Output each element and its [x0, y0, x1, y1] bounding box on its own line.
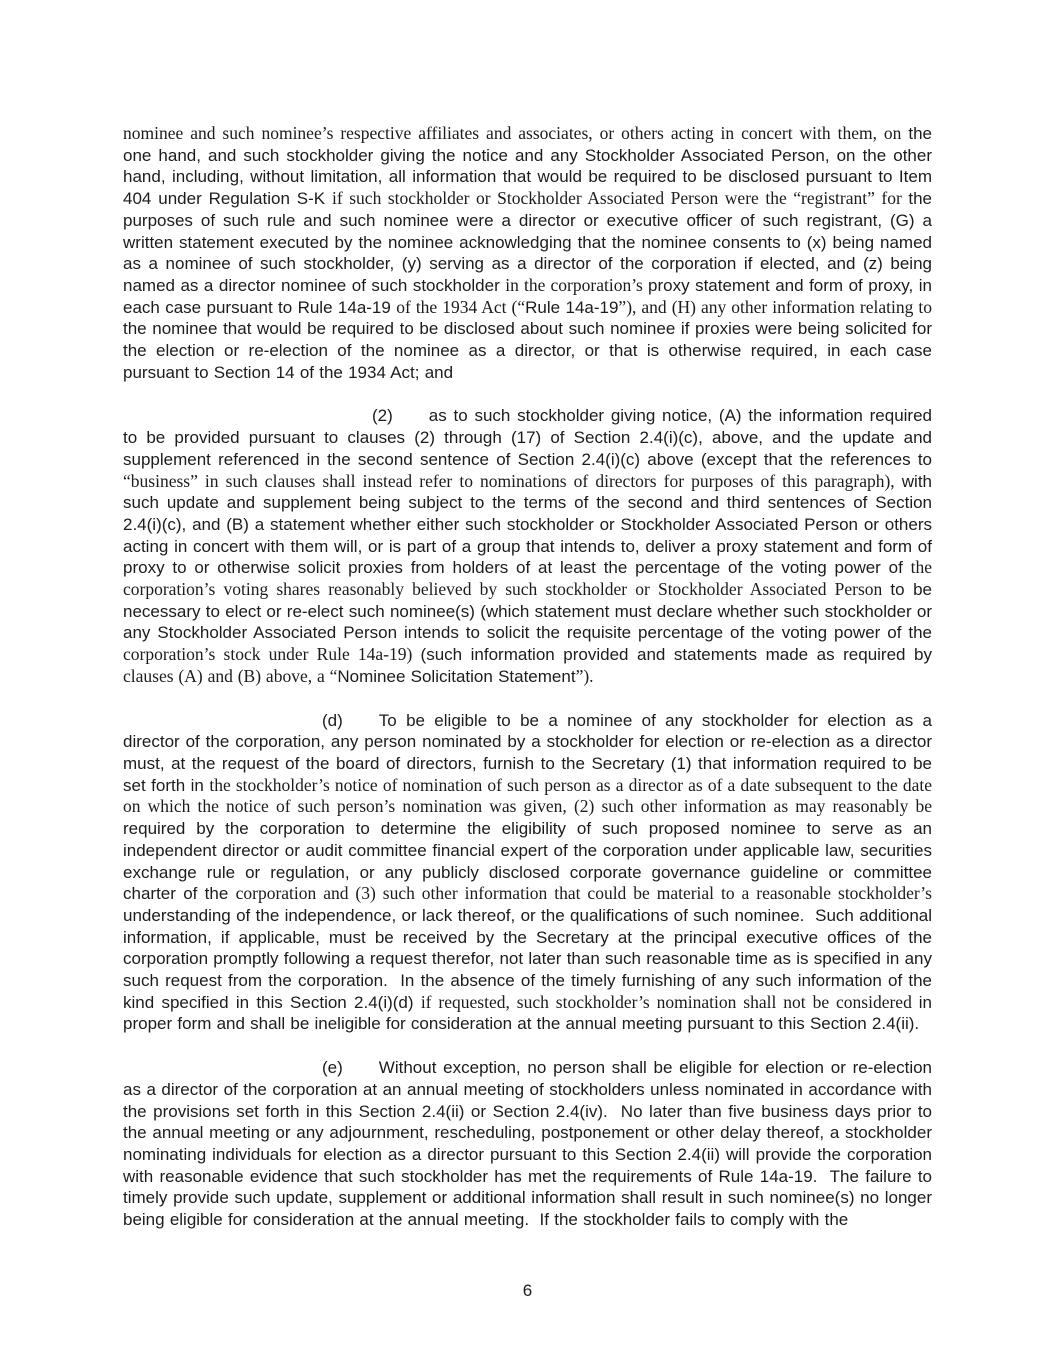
text-run: the one hand, and such stockholder giving the notice and any Stockholder Associated Person, on the other hand, including, without limitation, all information that would be required to be disclosed pursuant to Item 404 under Regulation S-K	[123, 124, 932, 209]
text-run: if such stockholder or Stockholder Associated Person were the “registrant” for	[332, 188, 909, 209]
text-run: “business” in such clauses shall instead refer to nominations of directors for purposes of this paragraph),	[123, 470, 902, 491]
text-run: if requested, such stockholder’s nomination shall not be considered	[420, 991, 919, 1012]
text-run: the corporation’s voting shares reasonably believed by such stockholder or Stockholder Associated Person	[123, 557, 932, 600]
paragraph-continuation-clause-G-H	[123, 123, 932, 383]
paragraph-label: (d)	[322, 710, 343, 730]
text-run: Rule 14a-19	[525, 297, 619, 317]
text-run: ”).	[575, 665, 594, 686]
paragraph-clause-2	[123, 405, 932, 687]
text-run: understanding of the independence, or lack thereof, or the qualifications of such nominee. Such additional information, if applicable, must be received by the Secretary at the principal executive offices of the corporation promptly following a request therefor, not later than such reasonable time as is specified in any such request from the corporation. In the absence of the timely furnishing of any such information of the kind specified in this Section 2.4(i)(d)	[123, 905, 932, 1012]
text-run: in proper form and shall be ineligible for consideration at the annual meeting pursuant to this Section 2.4(ii).	[123, 992, 932, 1034]
text-run: with such update and supplement being subject to the terms of the second and third sentences of Section 2.4(i)(c), and (B) a statement whether either such stockholder or Stockholder Associated Person or others acting in concert with them will, or is part of a group that intends to, deliver a proxy statement and form of proxy to or otherwise solicit proxies from holders of at least the percentage of the voting power of	[123, 471, 932, 578]
text-run: in the corporation’s	[505, 274, 649, 295]
text-run: clauses (A) and (B) above, a “	[123, 665, 338, 686]
page-number: 6	[522, 1281, 533, 1300]
paragraph-clause-e	[123, 1057, 932, 1231]
text-run: the stockholder’s notice of nomination of such person as a director as of a date subsequent to the date on which the notice of such person’s nomination was given, (2) such other information as may reasonably be	[123, 774, 932, 817]
text-run: Without exception, no person shall be eligible for election or re-election as a director of the corporation at an annual meeting of stockholders unless nominated in accordance with the provisions set forth in this Section 2.4(ii) or Section 2.4(iv). No later than five business days prior to the annual meeting or any adjournment, rescheduling, postponement or other delay thereof, a stockholder nominating individuals for election as a director pursuant to this Section 2.4(ii) will provide the corporation with reasonable evidence that such stockholder has met the requirements of Rule 14a-19. The failure to timely provide such update, supplement or additional information shall result in such nominee(s) no longer being eligible for consideration at the annual meeting. If the stockholder fails to comply with the	[123, 1058, 932, 1230]
paragraph-label: (2)	[372, 406, 393, 426]
paragraph-label: (e)	[322, 1058, 343, 1078]
text-run: corporation and (3) such other information that could be material to a reasonable stockholder’s	[235, 883, 932, 904]
text-run: as to such stockholder giving notice, (A) the information required to be provided pursuant to clauses (2) through (17) of Section 2.4(i)(c), above, and the update and supplement referenced in the second sentence of Section 2.4(i)(c) above (except that the references to	[123, 406, 932, 469]
text-run: corporation’s stock under Rule 14a-19)	[123, 644, 421, 665]
document-body	[123, 123, 932, 1253]
text-run: required by the corporation to determine the eligibility of such proposed nominee to serve as an independent director or audit committee financial expert of the corporation under applicable law, securities exchange rule or regulation, or any publicly disclosed corporate governance guideline or committee charter of the	[123, 819, 932, 904]
text-run: the purposes of such rule and such nominee were a director or executive officer of such registrant, (G) a written statement executed by the nominee acknowledging that the nominee consents to (x) being named as a nominee of such stockholder, (y) serving as a director of the corporation if elected, and (z) being named as a director nominee of such stockholder	[123, 189, 932, 295]
text-run: Nominee Solicitation Statement	[337, 666, 576, 686]
text-run: To be eligible to be a nominee of any stockholder for election as a director of the corporation, any person nominated by a stockholder for election or re-election as a director must, at the request of the board of directors, furnish to the Secretary (1) that information required to be set forth in	[123, 710, 932, 795]
text-run: to be necessary to elect or re-elect such nominee(s) (which statement must declare whether such stockholder or any Stockholder Associated Person intends to solicit the requisite percentage of the voting power of the	[123, 580, 933, 643]
text-run: proxy statement and form of proxy, in each case pursuant to Rule 14a-19	[123, 275, 932, 317]
paragraph-clause-d	[123, 710, 932, 1036]
text-run: the nominee that would be required to be disclosed about such nominee if proxies were being solicited for the election or re-election of the nominee as a director, or that is otherwise required, in each case pursuant to Section 14 of the 1934 Act; and	[123, 319, 932, 382]
text-run: ”), and (H) any other information relating to	[618, 296, 932, 317]
text-run: (such information provided and statements made as required by	[420, 645, 932, 665]
text-run: of the 1934 Act (“	[396, 296, 526, 317]
text-run: nominee and such nominee’s respective affiliates and associates, or others acting in concert with them, on	[123, 123, 909, 143]
